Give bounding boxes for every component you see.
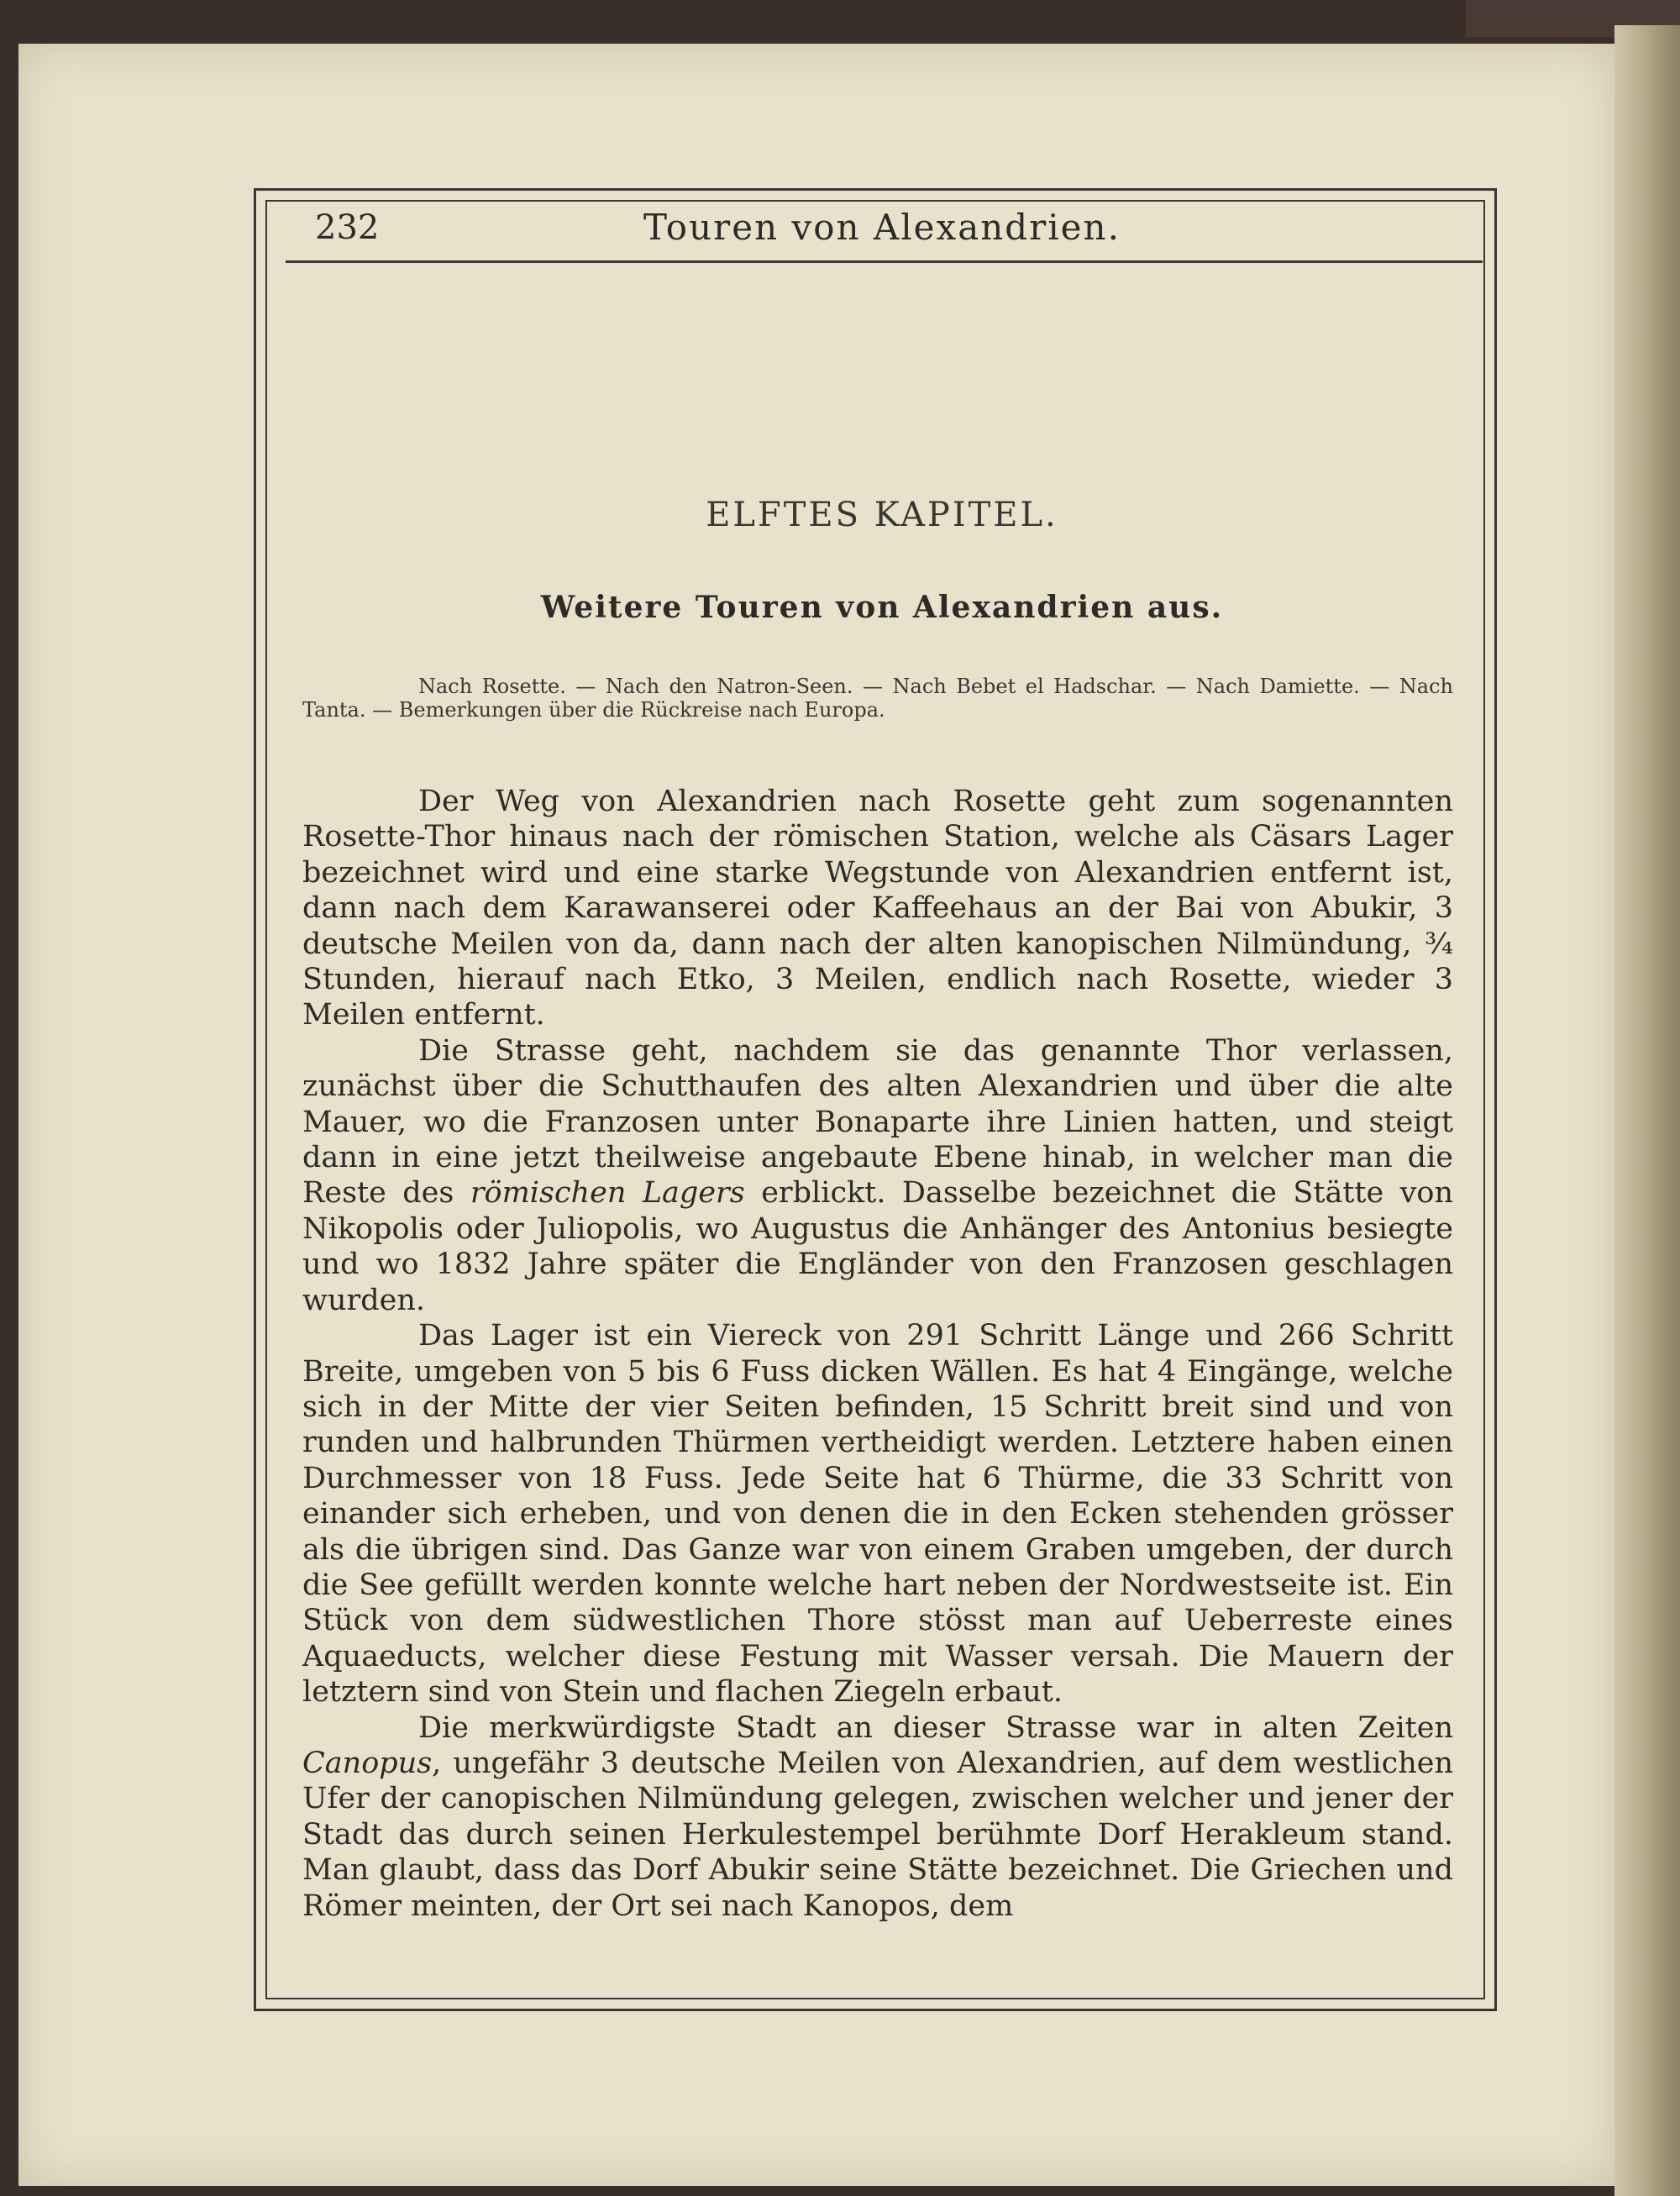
paragraph-2 [302, 1033, 1453, 1318]
paragraph-2-part-1: Die Strasse geht, nachdem sie das genannte Thor verlassen, zunächst über die Schutthaufen des alten Alexandrien und über die alte Mauer, wo die Franzosen unter Bonaparte ihre Linien hatten, und steigt dann in eine jetzt theilweise angebaute Ebene hinab, in welcher man die Reste des [302, 1033, 1453, 1211]
paragraph-2-italic: römischen Lagers [470, 1176, 745, 1211]
paragraph-4-part-2: , ungefähr 3 deutsche Meilen von Alexandrien, auf dem westlichen Ufer der canopischen Nilmündung gelegen, zwischen welcher und jener der Stadt das durch seinen Herkulestempel berühmte Dorf Herakleum stand. Man glaubt, dass das Dorf Abukir seine Stätte bezeichnet. Die Griechen und Römer meinten, der Ort sei nach Kanopos, dem [302, 1746, 1453, 1923]
chapter-title: Weitere Touren von Alexandrien aus. [540, 590, 1224, 625]
body-text [302, 784, 1453, 1924]
page-edge [1614, 25, 1680, 2196]
paragraph-2-part-2: erblickt. Dasselbe bezeichnet die Stätte von Nikopolis oder Juliopolis, wo Augustus die Anhänger des Antonius besiegte und wo 1832 Jahre später die Engländer von den Franzosen geschlagen wurden. [302, 1176, 1454, 1317]
chapter-heading: ELFTES KAPITEL. [706, 496, 1058, 534]
chapter-summary: Nach Rosette. — Nach den Natron-Seen. — Nach Bebet el Hadschar. — Nach Damiette. — Nach Tanta. — Bemerkungen über die Rückreise nach Europa. [302, 675, 1453, 722]
header-rule [286, 260, 1483, 263]
paragraph-3: Das Lager ist ein Viereck von 291 Schritt Länge und 266 Schritt Breite, umgeben von 5 bis 6 Fuss dicken Wällen. Es hat 4 Eingänge, welche sich in der Mitte der vier Seiten befinden, 15 Schritt breit sind und von runden und halbrunden Thürmen vertheidigt werden. Letztere haben einen Durchmesser von 18 Fuss. Jede Seite hat 6 Thürme, die 33 Schritt von einander sich erheben, und von denen die in den Ecken stehenden grösser als die übrigen sind. Das Ganze war von einem Graben umgeben, der durch die See gefüllt werden konnte welche hart neben der Nordwestseite ist. Ein Stück von dem südwestlichen Thore stösst man auf Ueberreste eines Aquaeducts, welcher diese Festung mit Wasser versah. Die Mauern der letztern sind von Stein und flachen Ziegeln erbaut. [302, 1319, 1453, 1710]
running-header [286, 202, 1478, 262]
paragraph-1: Der Weg von Alexandrien nach Rosette geht zum sogenannten Rosette-Thor hinaus nach der römischen Station, welche als Cäsars Lager bezeichnet wird und eine starke Wegstunde von Alexandrien entfernt ist, dann nach dem Karawanserei oder Kaffeehaus an der Bai von Abukir, 3 deutsche Meilen von da, dann nach der alten kanopischen Nilmündung, ¾ Stunden, hierauf nach Etko, 3 Meilen, endlich nach Rosette, wieder 3 Meilen entfernt. [302, 785, 1453, 1032]
page-number: 232 [315, 208, 380, 247]
paragraph-4-italic: Canopus [302, 1746, 433, 1780]
paragraph-4-part-1: Die merkwürdigste Stadt an dieser Strasse war in alten Zeiten [418, 1710, 1453, 1745]
running-title: Touren von Alexandrien. [643, 207, 1121, 248]
paragraph-4 [302, 1710, 1453, 1924]
